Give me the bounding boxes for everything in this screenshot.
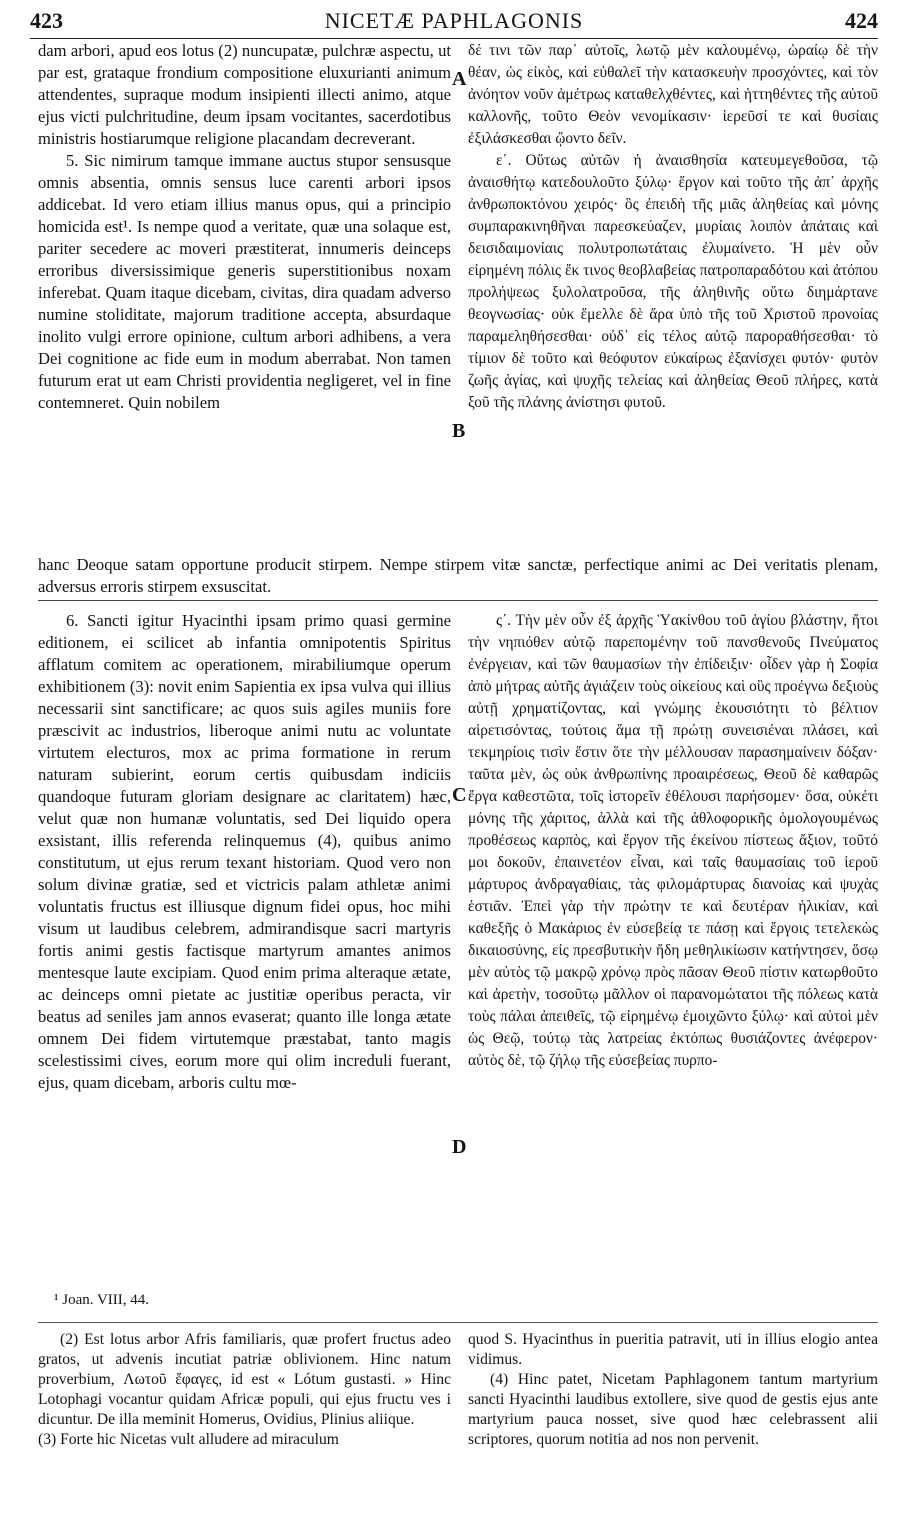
greek-column-bottom — [468, 610, 878, 1280]
latin-paragraph: dam arbori, apud eos lotus (2) nuncupatæ, pulchræ aspectu, ut par est, grataque frondium compositione eluxurianti animum attendentes, supraque modum insipienti illecti animo, atque ejus victi pulchritudine, deum ipsam vocitantes, sacerdotibus ministris hostiarumque religione placandam decreverant. — [38, 41, 451, 148]
latin-paragraph: 5. Sic nimirum tamque immane auctus stupor sensusque omnis absentia, omnis sensus luce carenti arbori ipsos addicebat. Id vero etiam illius manus opus, qui a principio homicida est¹. Is nempe quod a veritate, quæ una solaque est, pariter secedere ac moveri præstiterat, innumeris deinceps erroribus diversissimique generis superstitionibus noxam inferebat. Quam itaque dicebam, civitas, dira quadam adverso numine stoliditate, majorum traditione accepta, absurdaque inolito vulgi errore opinione, cultum arbori adhibens, a vera Dei cognitione ac fide eum in modum aberrabat. Non tamen futurum erat ut eam Christi providentia negligeret, vel in fine contemneret. Quin nobilem — [38, 151, 451, 412]
margin-marker: D — [452, 1136, 467, 1158]
footnote-rule — [38, 1322, 878, 1323]
greek-paragraph: ε΄. Οὕτως αὐτῶν ἡ ἀναισθησία κατευμεγεθοῦσα, τῷ ἀναισθήτῳ κατεδουλοῦτο ξύλῳ· ἔργον καὶ τοῦτο τῆς ἀπ᾽ ἀρχῆς ἀνθρωποκτόνου χειρός· ὃς ἐπειδὴ τῆς μιᾶς ἀληθείας καὶ μόνης συμπαρακινηθῆναι παρεσκεύαζεν, μυρίαις λοιπὸν ἀπάταις καὶ δεισιδαιμονίαις πολυτροπωτάταις ἐλυμαίνετο. Ἡ μὲν οὖν εἰρημένη πόλις ἔκ τινος θεοβλαβείας πατροπαραδότου καὶ ἀτόπου προλήψεως ξυλολατροῦσα, τῆς ἀληθινῆς οὕτω διημάρτανε θεογνωσίας· οὐκ ἔμελλε δὲ ἄρα ὑπὸ τῆς τοῦ Χριστοῦ προνοίας παραμεληθήσεσθαι· οὐδ᾽ εἰς τέλος αὐτῷ παροραθήσεσθαι· τὸ τίμιον δὲ τοῦτο καὶ θεόφυτον εὐκαίρως ἐξανίσχει φυτόν· φυτὸν ζωῆς ἁγίας, καὶ ψυχῆς τελείας καὶ ἀληθείας Θεοῦ πλήρες, κατὰ ξοῦ τῆς πλάνης ἀνίστησι φυτοῦ. — [468, 152, 878, 411]
footnotes-right — [468, 1330, 878, 1450]
footnote: (4) Hinc patet, Nicetam Paphlagonem tantum martyrium sancti Hyacinthi laudibus extollere, sive quod de gestis ejus ante martyrium pauca nosset, sive quod hæc celebrassent alii scriptores, quorum notitia ad nos non pervenit. — [468, 1371, 878, 1448]
margin-marker: C — [452, 784, 467, 806]
margin-marker: A — [452, 68, 467, 90]
greek-paragraph: ς΄. Τὴν μὲν οὖν ἐξ ἀρχῆς Ὑακίνθου τοῦ ἁγίου βλάστην, ἤτοι τὴν νηπιόθεν αὐτῷ παρεπομένην τοῦ πανσθενοῦς Πνεύματος ἐνέργειαν, καὶ τῶν θαυμασίων τὴν ἐπίδειξιν· οἶδεν γὰρ ἡ Σοφία ἀπὸ μήτρας αὐτῆς ἁγιάζειν τοὺς οἰκείους καὶ οὓς προέγνω δεξιοὺς αὐτῇ χρηματίζοντας, καὶ γνώμης ἑκουσιότητι τὸ βέλτιον αἱρετισόντας, τούτοις ἅμα τῇ πρώτῃ συνεισιέναι πλάσει, καὶ τεκμηρίοις τισὶν ἔστιν ὅτε τὴν μέλλουσαν παρασημαίνειν δόξαν· ταῦτα μὲν, ὡς οὐκ ἀνθρωπίνης προαιρέσεως, Θεοῦ δὲ καθαρῶς ἔργα καθεστῶτα, τοῖς ἱστορεῖν ἐθέλουσι παρήσομεν· ὅσα, οὐκέτι μόνης τῆς χάριτος, ἀλλὰ καὶ τῆς ἀθλοφορικῆς ὁμολογουμένως προθέσεως καρπὸς, καὶ ἔργον τῆς ἐκείνου πίστεως ἄξιον, τοῦτό μοι δοκοῦν, ἐπαινετέον εἶναι, καὶ ταῖς θαυμασίαις τοῦ ἱεροῦ μάρτυρος ἀνδραγαθίαις, τὰς φιλομάρτυρας διανοίας καὶ ψυχὰς ἑστιᾶν. Ἐπεὶ γὰρ τὴν πρώτην τε καὶ δευτέραν ἡλικίαν, καὶ καθεξῆς ὁ Μακάριος ἐν εὐσεβείᾳ τε πάσῃ καὶ ἔργοις τετελεκὼς δικαιοσύνης, εἰς πρεσβυτικὴν ἤδη μεθηλικίωσιν κατήντησεν, ὅσῳ μὲν αὐτὸς τῷ μακρῷ χρόνῳ πρὸς πᾶσαν Θεοῦ πίστιν κατωρθοῦτο καὶ ἀρετὴν, τοσοῦτῳ μᾶλλον οἱ παρανομώτατοι τῆς πόλεως κατὰ τοὺς πάλαι ἀπειθεῖς, τῷ εἰρημένῳ ἐμοιχῶντο ξύλῳ· καὶ αὐτοὶ μὲν ὡς Θεῷ, τούτῳ τὰς λατρείας ἐκτόπως θυσιάζοντες ἀνέφερον· αὐτὸς δὲ, τῷ ζήλῳ τῆς εὐσεβείας πυρπο- — [468, 612, 878, 1069]
latin-column-bottom — [38, 610, 451, 1280]
footnotes-left — [38, 1330, 451, 1450]
running-header — [30, 6, 878, 39]
running-title: NICETÆ PAPHLAGONIS — [324, 8, 584, 33]
latin-paragraph: 6. Sancti igitur Hyacinthi ipsam primo quasi germine editionem, ei scilicet ab infantia omnipotentis Spiritus afflatum comitem ac operationem, mirabiliumque operum exhibitionem (3): novit enim Sapientia ex ipsa vulva qui illius necessarii sint sanctificare; ac quos suis agiles muniis fore præscivit ac industrios, liberoque animi nutu ac voluntate virtutem electuros, mox ac prima formatione in rerum naturam subierint, eorum certis quibusdam indiciis quandoque futuram gloriam designare ac claritatem) hæc, velut quæ non humanæ voluntatis, sed Dei liquido opera exsistant, illis referenda relinquemus (4), quibus animo constitutum, ut ejus rerum texant historiam. Quod vero non solum divinæ gratiæ, sed et victricis palam athletæ animi voluntatis fructus est illiusque dignum fidei opus, hoc mihi visum ut laudibus celebrem, admirandisque sacri martyris fortis animi gestis factisque martyrum amantes animos mentesque laute excipiam. Quod enim prima alteraque ætate, ac deinceps omni pietate ac justitiæ operibus peracta, vir beatus ad seniles jam annos evaserat; quanto ille longa ætate omnem Dei fidem virtutemque præstabat, tanto magis scelestissimi cives, eorum more qui olim increduli fuerant, ejus, quam dicebam, arboris cultu mœ- — [38, 611, 451, 1092]
footnote: quod S. Hyacinthus in pueritia patravit, uti in illius elogio antea vidimus. — [468, 1331, 878, 1368]
latin-column-top — [38, 40, 451, 564]
footnote-reference: ¹ Joan. VIII, 44. — [54, 1292, 150, 1308]
page-number-right: 424 — [845, 8, 878, 33]
margin-marker: B — [452, 420, 466, 442]
footnote: (2) Est lotus arbor Afris familiaris, quæ profert fructus adeo gratos, ut advenis incutiat patriæ oblivionem. Hinc natum proverbium, Λωτοῦ ἔφαγες, id est « Lótum gustasti. » Hinc Lotophagi vocantur quidam Africæ populi, qui ejus fructu ves i dicuntur. De illa meminit Homerus, Ovidius, Plinius aliique. — [38, 1331, 451, 1428]
footnote: (3) Forte hic Nicetas vult alludere ad miraculum — [38, 1431, 339, 1448]
full-width-line: hanc Deoque satam opportune producit stirpem. Nempe stirpem vitæ sanctæ, perfectique animi ac Dei veritatis plenam, adversus erroris stirpem exsuscitat. — [38, 555, 878, 596]
greek-paragraph: δέ τινι τῶν παρ᾽ αὐτοῖς, λωτῷ μὲν καλουμένῳ, ὡραίῳ δὲ τὴν θέαν, ὡς εἰκὸς, καὶ εὐθαλεῖ τὴν κατασκευὴν προσχόντες, καὶ τὸν ἀνόητον νοῦν ἀμέτρως καταθελχθέντες, καὶ ἡττηθέντες τῆς αὐτοῦ καλλονῆς, τοῦτο Θεὸν νενομίκασιν· ἱερεῦσί τε καὶ θυσίαις ἐξιλάσκεσθαι ᾤοντο δεῖν. — [468, 42, 878, 147]
section-divider — [38, 600, 878, 601]
page-number-left: 423 — [30, 8, 63, 33]
greek-column-top — [468, 40, 878, 564]
